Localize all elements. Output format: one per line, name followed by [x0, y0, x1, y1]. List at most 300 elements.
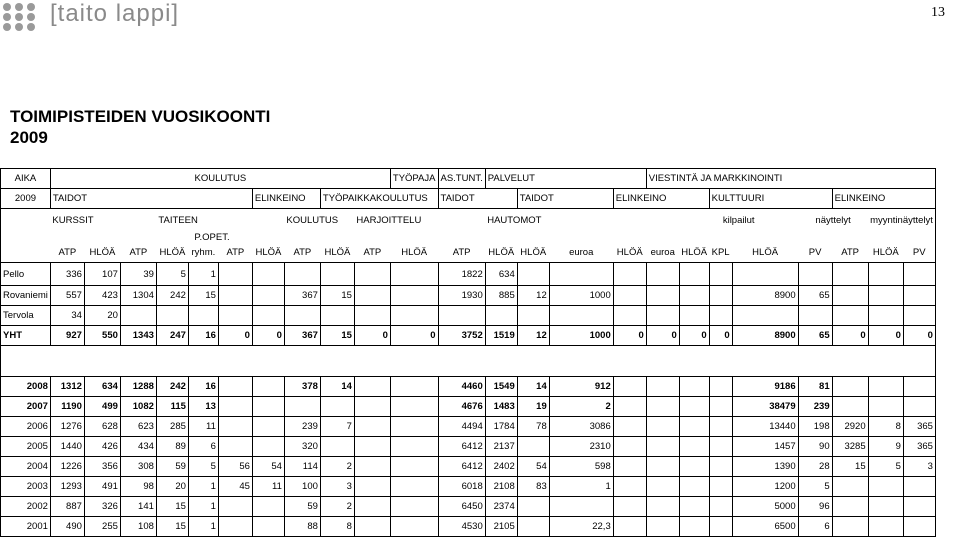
data-cell: 7 [320, 417, 354, 437]
data-cell [903, 397, 935, 417]
data-cell [709, 437, 732, 457]
unit-hloa: HLÖÄ [401, 247, 428, 258]
data-cell: 88 [284, 517, 320, 537]
office-row [1, 263, 936, 286]
data-cell: 11 [252, 477, 284, 497]
data-cell: 1200 [732, 477, 798, 497]
data-cell: 19 [517, 397, 549, 417]
row-label: 2006 [1, 417, 51, 437]
data-cell: 2105 [485, 517, 517, 537]
data-cell: 0 [390, 326, 438, 346]
data-cell: 1 [188, 497, 218, 517]
data-cell: 1930 [438, 286, 485, 306]
data-cell: 96 [798, 497, 832, 517]
data-cell: 6018 [438, 477, 485, 497]
data-cell: 1312 [50, 377, 84, 397]
data-cell [218, 377, 252, 397]
total-row-group [1, 326, 936, 346]
data-cell: 8900 [732, 286, 798, 306]
data-cell: 2 [549, 397, 613, 417]
data-cell [252, 263, 284, 286]
data-cell: 1304 [120, 286, 156, 306]
header-row-2 [1, 189, 936, 209]
unit-atp: ATP [452, 247, 471, 258]
data-cell: 6412 [438, 437, 485, 457]
unit-pv: PV [903, 243, 935, 263]
header-row-3b [1, 231, 936, 243]
data-cell: 1390 [732, 457, 798, 477]
data-cell [832, 306, 868, 326]
data-cell: 2 [320, 457, 354, 477]
data-cell: 308 [120, 457, 156, 477]
data-cell [868, 477, 903, 497]
data-cell: 15 [832, 457, 868, 477]
data-cell [868, 286, 903, 306]
row-label: 2007 [1, 397, 51, 417]
data-cell [709, 417, 732, 437]
unit-hloa: HLÖÄ [488, 247, 515, 258]
data-cell [390, 306, 438, 326]
row-label: Rovaniemi [1, 286, 51, 306]
data-cell: 1549 [485, 377, 517, 397]
data-cell [320, 437, 354, 457]
data-cell: 3 [320, 477, 354, 497]
year-rows [1, 377, 936, 537]
data-cell: 1784 [485, 417, 517, 437]
data-cell: 239 [798, 397, 832, 417]
data-cell [646, 263, 679, 286]
data-cell [354, 497, 390, 517]
data-cell [354, 286, 390, 306]
data-cell: 365 [903, 437, 935, 457]
year-row [1, 377, 936, 397]
data-cell [646, 457, 679, 477]
header-year: 2009 [1, 189, 51, 209]
data-cell: 885 [485, 286, 517, 306]
data-cell [188, 306, 218, 326]
data-cell [832, 286, 868, 306]
data-cell [517, 306, 549, 326]
unit-pv: PV [808, 247, 822, 258]
data-cell: 0 [709, 326, 732, 346]
data-cell [868, 263, 903, 286]
data-cell [832, 517, 868, 537]
data-cell [218, 497, 252, 517]
header-tyopaja: TYÖPAJA [390, 169, 438, 189]
data-cell [832, 397, 868, 417]
unit-atp: ATP [226, 247, 245, 258]
summary-table-wrapper [0, 168, 936, 537]
data-cell: 0 [646, 326, 679, 346]
data-cell: 557 [50, 286, 84, 306]
data-cell: 5 [868, 457, 903, 477]
header-as-tunt: AS.TUNT. [438, 169, 485, 189]
year-row [1, 477, 936, 497]
unit-atp: ATP [363, 247, 382, 258]
unit-hloa: HLÖÄ [255, 247, 282, 258]
row-label: 2005 [1, 437, 51, 457]
data-cell: 0 [903, 326, 935, 346]
year-row [1, 417, 936, 437]
data-cell [218, 306, 252, 326]
data-cell: 426 [84, 437, 120, 457]
data-cell [613, 517, 646, 537]
data-cell: 1483 [485, 397, 517, 417]
data-cell [218, 517, 252, 537]
data-cell: 14 [517, 377, 549, 397]
data-cell [252, 306, 284, 326]
data-cell [218, 263, 252, 286]
data-cell [832, 263, 868, 286]
data-cell: 8900 [732, 326, 798, 346]
data-cell [903, 377, 935, 397]
data-cell [679, 437, 709, 457]
data-cell [354, 477, 390, 497]
data-cell [613, 417, 646, 437]
header-row-1 [1, 169, 936, 189]
unit-atp: ATP [841, 247, 859, 258]
data-cell: 326 [84, 497, 120, 517]
data-cell [218, 437, 252, 457]
data-cell: 490 [50, 517, 84, 537]
taito-lappi-logo [0, 0, 190, 36]
data-cell [613, 397, 646, 417]
data-cell: 12 [517, 286, 549, 306]
row-label: 2008 [1, 377, 51, 397]
data-cell [218, 286, 252, 306]
data-cell [832, 477, 868, 497]
data-cell: 1 [188, 263, 218, 286]
row-label: YHT [1, 326, 51, 346]
data-cell [517, 437, 549, 457]
data-cell: 1000 [549, 286, 613, 306]
header-koulutus: KOULUTUS [50, 169, 390, 189]
data-cell [709, 457, 732, 477]
data-cell [732, 263, 798, 286]
data-cell [438, 306, 485, 326]
data-cell [390, 263, 438, 286]
logo-text: [taito lappi] [50, 0, 180, 27]
data-cell [832, 377, 868, 397]
data-cell [903, 497, 935, 517]
unit-hloa: HLÖÄ [520, 247, 547, 258]
data-cell: 1000 [549, 326, 613, 346]
header-elinkeino-2: ELINKEINO [613, 189, 709, 209]
data-cell [903, 306, 935, 326]
data-cell: 1343 [120, 326, 156, 346]
data-cell [390, 477, 438, 497]
data-cell: 90 [798, 437, 832, 457]
data-cell [679, 377, 709, 397]
data-cell: 81 [798, 377, 832, 397]
header-kilpailut: kilpailut [722, 214, 755, 226]
data-cell [218, 417, 252, 437]
data-cell: 6500 [732, 517, 798, 537]
data-cell [252, 397, 284, 417]
data-cell [354, 417, 390, 437]
data-cell [646, 306, 679, 326]
data-cell [646, 377, 679, 397]
data-cell: 4530 [438, 517, 485, 537]
header-taidot-1: TAIDOT [50, 189, 252, 209]
unit-hloa: HLÖÄ [324, 247, 351, 258]
data-cell [354, 517, 390, 537]
data-cell: 98 [120, 477, 156, 497]
data-cell [903, 263, 935, 286]
data-cell [284, 306, 320, 326]
data-cell: 65 [798, 286, 832, 306]
header-harjoittelu: HARJOITTELU [356, 214, 422, 226]
data-cell: 598 [549, 457, 613, 477]
data-cell: 423 [84, 286, 120, 306]
year-row [1, 497, 936, 517]
data-cell: 65 [798, 326, 832, 346]
data-cell: 14 [320, 377, 354, 397]
data-cell: 78 [517, 417, 549, 437]
data-cell: 6 [188, 437, 218, 457]
data-cell [679, 457, 709, 477]
data-cell: 1 [188, 517, 218, 537]
data-cell [646, 397, 679, 417]
data-cell [613, 286, 646, 306]
data-cell [709, 306, 732, 326]
data-cell: 198 [798, 417, 832, 437]
data-cell: 83 [517, 477, 549, 497]
data-cell: 2402 [485, 457, 517, 477]
data-cell [156, 306, 188, 326]
row-label: 2002 [1, 497, 51, 517]
unit-hloa: HLÖÄ [616, 247, 643, 258]
data-cell [320, 263, 354, 286]
header-taiteen: TAITEEN [158, 214, 198, 226]
data-cell: 367 [284, 326, 320, 346]
data-cell: 38479 [732, 397, 798, 417]
data-cell [390, 417, 438, 437]
row-label: 2001 [1, 517, 51, 537]
data-cell [354, 263, 390, 286]
total-row [1, 326, 936, 346]
data-cell: 12 [517, 326, 549, 346]
data-cell [252, 437, 284, 457]
data-cell: 623 [120, 417, 156, 437]
data-cell: 89 [156, 437, 188, 457]
data-cell [252, 286, 284, 306]
data-cell [320, 306, 354, 326]
data-cell: 0 [613, 326, 646, 346]
data-cell: 13 [188, 397, 218, 417]
data-cell [709, 497, 732, 517]
header-taidot-3: TAIDOT [517, 189, 613, 209]
data-cell: 239 [284, 417, 320, 437]
data-cell: 285 [156, 417, 188, 437]
header-palvelut: PALVELUT [485, 169, 646, 189]
data-cell [679, 517, 709, 537]
data-cell: 45 [218, 477, 252, 497]
data-cell [354, 377, 390, 397]
data-cell: 1293 [50, 477, 84, 497]
data-cell [832, 497, 868, 517]
data-cell [868, 397, 903, 417]
data-cell: 912 [549, 377, 613, 397]
data-cell: 11 [188, 417, 218, 437]
data-cell: 378 [284, 377, 320, 397]
data-cell: 34 [50, 306, 84, 326]
data-cell: 634 [485, 263, 517, 286]
data-cell [613, 497, 646, 517]
header-kurssit: KURSSIT [52, 214, 94, 226]
data-cell [709, 286, 732, 306]
data-cell [354, 457, 390, 477]
data-cell: 22,3 [549, 517, 613, 537]
data-cell [679, 286, 709, 306]
data-cell: 5 [188, 457, 218, 477]
spacer [1, 346, 936, 377]
data-cell [868, 377, 903, 397]
data-cell: 2374 [485, 497, 517, 517]
data-cell: 0 [354, 326, 390, 346]
data-cell: 59 [156, 457, 188, 477]
data-cell [679, 263, 709, 286]
data-cell: 887 [50, 497, 84, 517]
data-cell [354, 437, 390, 457]
data-cell [646, 477, 679, 497]
title-line-2: 2009 [10, 128, 48, 147]
header-taidot-2: TAIDOT [438, 189, 517, 209]
data-cell: 141 [120, 497, 156, 517]
data-cell [252, 417, 284, 437]
unit-atp: ATP [58, 247, 77, 258]
office-row [1, 306, 936, 326]
data-cell [354, 306, 390, 326]
data-cell: 13440 [732, 417, 798, 437]
data-cell [390, 517, 438, 537]
data-cell [485, 306, 517, 326]
data-cell [252, 517, 284, 537]
data-cell [709, 477, 732, 497]
row-label: Tervola [1, 306, 51, 326]
data-cell [390, 497, 438, 517]
data-cell: 5 [798, 477, 832, 497]
data-cell [390, 397, 438, 417]
data-cell [390, 437, 438, 457]
data-cell [320, 397, 354, 417]
data-cell: 54 [517, 457, 549, 477]
year-row [1, 517, 936, 537]
data-cell [517, 497, 549, 517]
data-cell [679, 306, 709, 326]
data-cell [390, 377, 438, 397]
unit-hloa: HLÖÄ [681, 247, 708, 258]
data-cell: 0 [832, 326, 868, 346]
data-cell: 16 [188, 377, 218, 397]
data-cell: 1276 [50, 417, 84, 437]
data-cell: 4460 [438, 377, 485, 397]
header-kulttuuri: KULTTUURI [709, 189, 832, 209]
unit-hloa: HLÖÄ [872, 247, 899, 258]
header-row-3 [1, 209, 936, 232]
data-cell: 6412 [438, 457, 485, 477]
data-cell: 39 [120, 263, 156, 286]
data-cell: 16 [188, 326, 218, 346]
data-cell [732, 306, 798, 326]
header-myyntinayttelyt: myyntinäyttelyt [868, 209, 935, 232]
data-cell: 247 [156, 326, 188, 346]
data-cell: 114 [284, 457, 320, 477]
data-cell: 628 [84, 417, 120, 437]
data-cell: 20 [156, 477, 188, 497]
data-cell: 320 [284, 437, 320, 457]
data-cell: 4676 [438, 397, 485, 417]
data-cell: 15 [156, 517, 188, 537]
data-cell: 3752 [438, 326, 485, 346]
data-cell: 2137 [485, 437, 517, 457]
data-cell: 1519 [485, 326, 517, 346]
data-cell [120, 306, 156, 326]
data-cell: 434 [120, 437, 156, 457]
data-cell: 491 [84, 477, 120, 497]
office-rows [1, 263, 936, 326]
data-cell [549, 497, 613, 517]
data-cell: 2 [320, 497, 354, 517]
data-cell: 5 [156, 263, 188, 286]
header-nayttelyt: näyttelyt [815, 214, 851, 226]
data-cell: 4494 [438, 417, 485, 437]
unit-hloa: HLÖÄ [159, 247, 186, 258]
data-cell [549, 306, 613, 326]
data-cell: 59 [284, 497, 320, 517]
data-cell [613, 457, 646, 477]
data-cell: 100 [284, 477, 320, 497]
data-cell: 5000 [732, 497, 798, 517]
data-cell: 6 [798, 517, 832, 537]
header-elinkeino-1: ELINKEINO [252, 189, 320, 209]
data-cell: 336 [50, 263, 84, 286]
data-cell: 0 [868, 326, 903, 346]
data-cell [868, 497, 903, 517]
data-cell: 1822 [438, 263, 485, 286]
data-cell [613, 263, 646, 286]
data-cell: 242 [156, 286, 188, 306]
data-cell [679, 477, 709, 497]
data-cell: 9186 [732, 377, 798, 397]
unit-euroa: euroa [569, 247, 594, 258]
data-cell [646, 417, 679, 437]
data-cell [798, 306, 832, 326]
summary-table [0, 168, 936, 537]
data-cell: 255 [84, 517, 120, 537]
row-label: 2003 [1, 477, 51, 497]
data-cell [709, 397, 732, 417]
data-cell: 8 [320, 517, 354, 537]
data-cell [709, 263, 732, 286]
data-cell [613, 437, 646, 457]
data-cell: 242 [156, 377, 188, 397]
title-line-1: TOIMIPISTEIDEN VUOSIKOONTI [10, 107, 271, 126]
data-cell: 54 [252, 457, 284, 477]
data-cell [252, 497, 284, 517]
data-cell: 2310 [549, 437, 613, 457]
data-cell [903, 517, 935, 537]
header-aika: AIKA [1, 169, 51, 189]
unit-euroa: euroa [650, 247, 675, 258]
data-cell: 3285 [832, 437, 868, 457]
data-cell [679, 397, 709, 417]
data-cell: 28 [798, 457, 832, 477]
data-cell: 1190 [50, 397, 84, 417]
data-cell [646, 517, 679, 537]
data-cell: 1457 [732, 437, 798, 457]
data-cell [903, 477, 935, 497]
